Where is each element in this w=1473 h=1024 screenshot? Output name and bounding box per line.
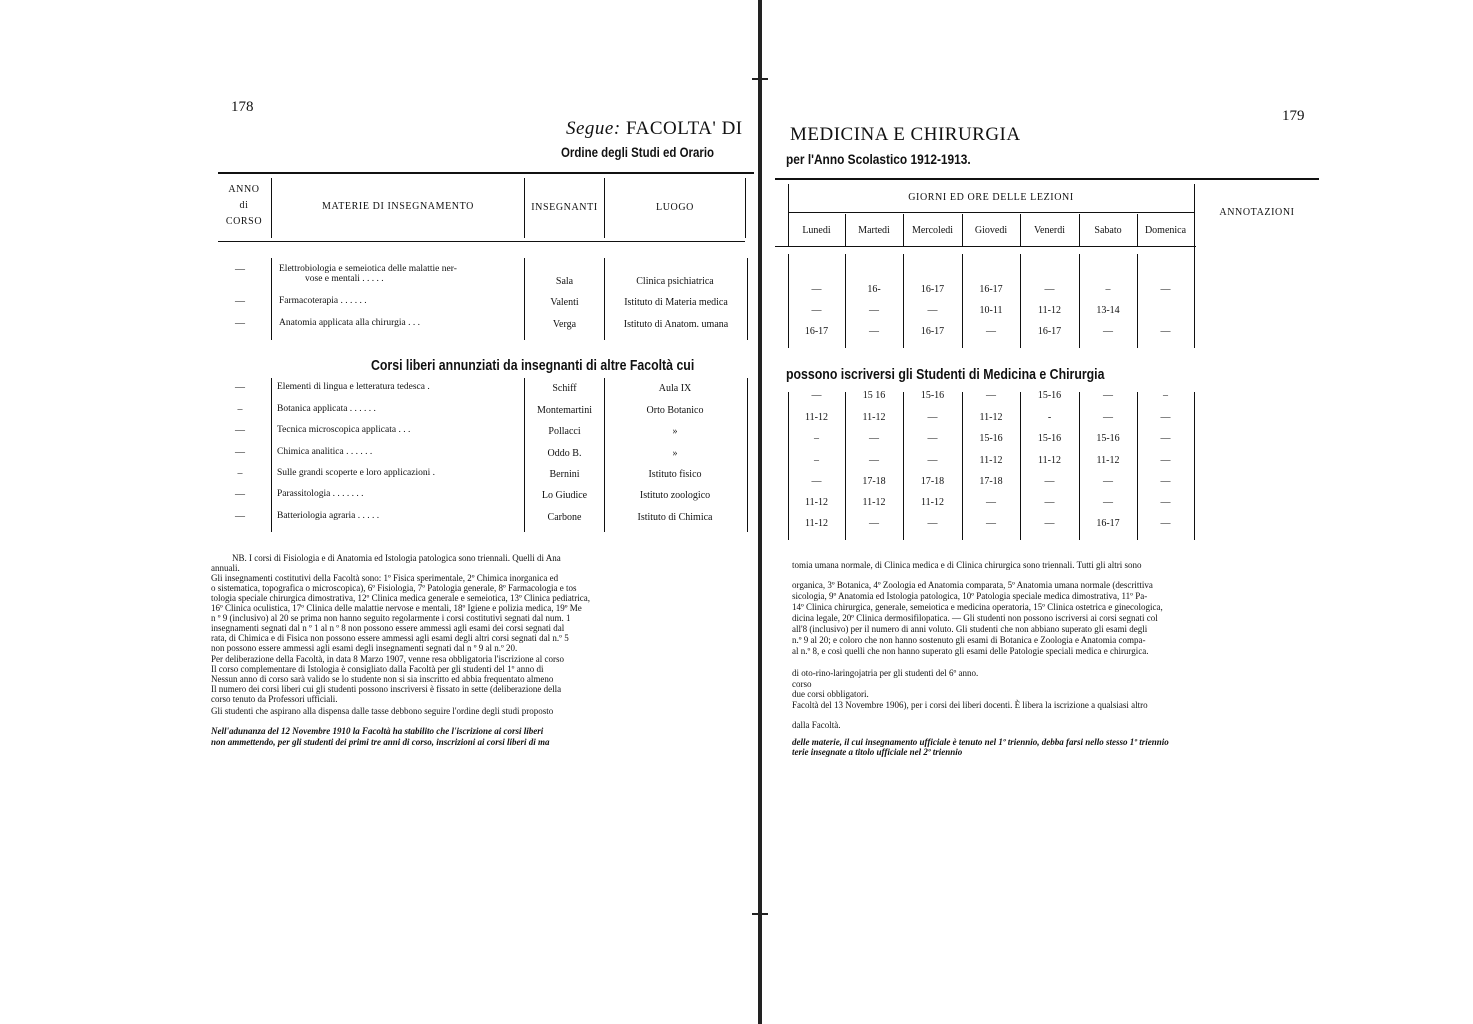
schedule-cell: —	[986, 390, 996, 401]
schedule-cell: —	[986, 497, 996, 508]
schedule-cell: 17-18	[862, 476, 886, 487]
luogo-cell: Clinica psichiatrica	[636, 276, 714, 287]
schedule-cell: —	[1160, 518, 1171, 529]
note-line: tologia speciale chirurgica dimostrativa, 12º Clinica medica generale e semeiotica, 13º Clinica pediatrica,	[211, 593, 591, 603]
insegnante-cell: Bernini	[549, 469, 580, 480]
day-venerdi: Venerdi	[1033, 225, 1066, 236]
luogo-cell: »	[672, 448, 678, 459]
header-di: di	[239, 200, 249, 211]
spine-tick	[752, 78, 768, 80]
col-divider	[271, 258, 272, 340]
page-number-right: 179	[1282, 108, 1305, 124]
header-corso: CORSO	[225, 216, 263, 227]
note-line: 14º Clinica chirurgica, generale, semeiotica e medicina operatoria, 15º Clinica ostetrica e ginecologica,	[792, 602, 1163, 612]
schedule-cell: 11-12	[1038, 305, 1061, 316]
schedule-cell: —	[986, 518, 996, 529]
schedule-cell: —	[1044, 476, 1055, 487]
table-top-rule	[775, 178, 1319, 180]
italic-note: non ammettendo, per gli studenti dei primi tre anni di corso, inscrizioni ai corsi liberi di ma	[211, 737, 550, 747]
note-line: dalla Facoltà.	[792, 720, 841, 730]
note-line: corso	[792, 679, 812, 689]
insegnante-cell: Montemartini	[537, 405, 592, 416]
materia-cell: Parassitologia . . . . . . .	[277, 489, 364, 499]
schedule-cell: 16-17	[804, 326, 829, 337]
schedule-cell: —	[1160, 455, 1171, 466]
schedule-cell: 11-12	[921, 497, 944, 508]
schedule-cell: 15-16	[1096, 433, 1120, 444]
materia-cell: Elementi di lingua e letteratura tedesca .	[277, 382, 430, 392]
insegnante-cell: Oddo B.	[547, 448, 582, 459]
materia-cell: Botanica applicata . . . . . .	[277, 404, 376, 414]
note-line: n º 9 (inclusivo) al 20 se prima non hanno seguito regolarmente i corsi costitutivi segnati dal num. 1	[211, 613, 571, 623]
note-line: tomia umana normale, di Clinica medica e di Clinica chirurgica sono triennali. Tutti gli altri sono	[792, 560, 1142, 570]
schedule-cell: —	[1103, 326, 1113, 337]
schedule-cell: 13-14	[1096, 305, 1120, 316]
note-line: di oto-rino-laringojatria per gli studenti del 6º anno.	[792, 668, 979, 678]
schedule-cell: —	[869, 305, 879, 316]
note-line: o sistematica, topografica o microscopica), 6º Fisiologia, 7º Patologia generale, 8º Farmacologia e tos	[211, 583, 577, 593]
anno-cell: —	[235, 425, 245, 436]
day-martedi: Martedi	[858, 225, 890, 236]
note-line: n.º 9 al 20; e coloro che non hanno sostenuto gli esami di Botanica e Zoologia e Anatomia compa-	[792, 635, 1146, 645]
anno-cell: —	[235, 447, 245, 458]
schedule-cell: 11-12	[979, 455, 1003, 466]
schedule-cell: —	[869, 326, 879, 337]
schedule-cell: –	[1163, 390, 1168, 401]
note-line: organica, 3º Botanica, 4º Zoologia ed Anatomia comparata, 5º Anatomia umana normale (descrittiva	[792, 580, 1153, 590]
materia-cell: Batteriologia agraria . . . . .	[277, 511, 380, 521]
header-insegnanti: INSEGNANTI	[531, 202, 598, 213]
note-line: Gli insegnamenti costitutivi della Facoltà sono: 1º Fisica sperimentale, 2º Chimica inorganica ed	[211, 573, 559, 583]
schedule-cell: 17-18	[979, 476, 1003, 487]
schedule-cell: 15-16	[920, 390, 945, 401]
schedule-cell: –	[814, 433, 819, 444]
anno-cell: –	[237, 404, 243, 415]
schedule-cell: 15-16	[1037, 390, 1062, 401]
schedule-cell: —	[869, 455, 879, 466]
schedule-cell: 11-12	[805, 412, 828, 423]
table-edge	[788, 184, 789, 246]
title-prefix: Segue:	[566, 118, 621, 139]
italic-note: Nell'adunanza del 12 Novembre 1910 la Facoltà ha stabilito che l'iscrizione ai corsi liberi	[211, 726, 544, 736]
schedule-cell: —	[811, 284, 822, 295]
luogo-cell: Istituto zoologico	[639, 490, 711, 501]
col-divider	[271, 178, 272, 238]
schedule-cell: 16-17	[1037, 326, 1062, 337]
schedule-cell: —	[927, 455, 938, 466]
schedule-cell: 11-12	[1096, 455, 1120, 466]
schedule-cell: —	[927, 518, 938, 529]
schedule-cell: 11-12	[862, 412, 886, 423]
anno-cell: —	[235, 511, 245, 522]
schedule-cell: 15-16	[1037, 433, 1062, 444]
col-divider	[745, 178, 746, 238]
note-line: non possono essere ammessi agli esami degli insegnamenti segnati dal n º 9 al n.º 20.	[211, 643, 518, 653]
schedule-cell: —	[811, 476, 822, 487]
anno-cell: —	[235, 489, 245, 500]
section-title-right: possono iscriversi gli Studenti di Medicina e Chirurgia	[786, 367, 1105, 383]
schedule-cell: 10-11	[979, 305, 1003, 316]
schedule-cell: 16-17	[920, 284, 945, 295]
schedule-cell: —	[869, 433, 879, 444]
schedule-cell: 16-17	[1096, 518, 1120, 529]
luogo-cell: Orto Botanico	[646, 405, 704, 416]
schedule-cell: 11-12	[1038, 455, 1061, 466]
note-line: rata, di Chimica e di Fisica non possono essere ammessi agli esami degli altri corsi segnati dal n.º 5	[211, 633, 569, 643]
materia-cell: Elettrobiologia e semeiotica delle malattie ner-	[279, 264, 457, 274]
title-rest: FACOLTA' DI	[625, 118, 743, 139]
schedule-cell: —	[869, 518, 879, 529]
note-line: insegnamenti segnati dal n º 1 al n º 8 non possono essere ammessi agli esami dei corsi segnati dal	[211, 623, 565, 633]
luogo-cell: »	[672, 426, 678, 437]
luogo-cell: Istituto di Anatom. umana	[623, 319, 729, 330]
note-line: Nessun anno di corso sarà valido se lo studente non si sia inscritto ed abbia frequentato almeno	[211, 674, 554, 684]
schedule-cell: 11-12	[805, 497, 828, 508]
schedule-cell: —	[1160, 412, 1171, 423]
page-title-left	[566, 118, 743, 140]
spine-tick	[752, 913, 768, 915]
schedule-cell: —	[1160, 497, 1171, 508]
page-number-left: 178	[231, 99, 254, 115]
header-materie: MATERIE DI INSEGNAMENTO	[322, 201, 474, 212]
col-divider	[604, 178, 605, 238]
note-line: all'8 (inclusivo) per il numero di anni voluto. Gli studenti che non abbiano superato gli esami degli	[792, 624, 1148, 634]
schedule-cell: 11-12	[979, 412, 1003, 423]
note-line: al n.º 8, e così quelli che non hanno superato gli esami delle Patologie speciali medica e chirurgica.	[792, 646, 1149, 656]
schedule-cell: —	[1103, 497, 1113, 508]
day-mercoledi: Mercoledi	[911, 225, 954, 236]
schedule-cell: –	[1105, 284, 1111, 295]
table-header-rule	[218, 241, 745, 242]
section-title-left: Corsi liberi annunziati da insegnanti di altre Facoltà cui	[371, 358, 695, 374]
schedule-cell: —	[927, 412, 938, 423]
luogo-cell: Istituto di Chimica	[637, 512, 713, 523]
italic-note: terie insegnate a titolo ufficiale nel 2º triennio	[792, 747, 963, 757]
annotazioni-header: ANNOTAZIONI	[1219, 207, 1295, 218]
table-top-rule	[218, 172, 754, 174]
page-subtitle-left: Ordine degli Studi ed Orario	[561, 145, 715, 160]
materia-cell: Anatomia applicata alla chirurgia . . .	[279, 318, 420, 328]
anno-cell: —	[235, 382, 245, 393]
note-line: Per deliberazione della Facoltà, in data 8 Marzo 1907, venne resa obbligatoria l'iscrizione al corso	[211, 654, 564, 664]
schedule-cell: –	[814, 455, 819, 466]
materia-cell: Farmacoterapia . . . . . .	[279, 296, 367, 306]
materia-cell: Tecnica microscopica applicata . . .	[277, 425, 411, 435]
giorni-header: GIORNI ED ORE DELLE LEZIONI	[908, 192, 1074, 203]
note-line: 16º Clinica oculistica, 17º Clinica delle malattie nervose e mentali, 18º Igiene e polizia medica, 19º Me	[211, 603, 582, 613]
schedule-cell: -	[1047, 412, 1052, 423]
note-line: corso tenuto da Professori ufficiali.	[211, 694, 338, 704]
italic-note: delle materie, il cui insegnamento ufficiale è tenuto nel 1º triennio, debba farsi nello stesso 1º triennio	[792, 737, 1169, 747]
schedule-cell: —	[1044, 497, 1055, 508]
header-luogo: LUOGO	[656, 202, 694, 213]
page-title-right: MEDICINA E CHIRURGIA	[790, 124, 1021, 145]
luogo-cell: Istituto di Materia medica	[624, 297, 728, 308]
col-divider	[1194, 392, 1195, 540]
luogo-cell: Istituto fisico	[648, 469, 702, 480]
giorni-rule	[788, 212, 1194, 213]
schedule-cell: —	[927, 305, 938, 316]
book-spine	[758, 0, 762, 1024]
note-line: annuali.	[211, 563, 240, 573]
note-line: dicina legale, 20º Clinica dermosifilopatica. — Gli studenti non possono iscriversi ai corsi segnati col	[792, 613, 1158, 623]
anno-cell: —	[235, 318, 245, 329]
schedule-cell: —	[1160, 326, 1171, 337]
col-divider	[604, 378, 605, 532]
schedule-cell: —	[1044, 284, 1055, 295]
schedule-cell: 11-12	[862, 497, 886, 508]
schedule-cell: —	[1044, 518, 1055, 529]
schedule-cell: —	[1103, 476, 1113, 487]
note-line: Il corso complementare di Istologia è consigliato dalla Facoltà per gli studenti del 1º anno di	[211, 664, 544, 674]
note-line: Gli studenti che aspirano alla dispensa dalle tasse debbono seguire l'ordine degli studi proposto	[211, 706, 554, 716]
note-line: due corsi obbligatori.	[792, 689, 869, 699]
schedule-cell: 11-12	[805, 518, 828, 529]
note-line: Il numero dei corsi liberi cui gli studenti possono inscriversi è fissato in sette (deliberazione della	[211, 684, 562, 694]
insegnante-cell: Pollacci	[548, 426, 581, 437]
table-edge	[1194, 184, 1195, 348]
note-line: Facoltà del 13 Novembre 1906), per i corsi dei liberi docenti. È libera la iscrizione a qualsiasi altro	[792, 700, 1148, 710]
col-divider	[747, 258, 748, 340]
materia-cell: Sulle grandi scoperte e loro applicazioni .	[277, 468, 436, 478]
day-sabato: Sabato	[1094, 225, 1122, 236]
insegnante-cell: Lo Giudice	[541, 490, 588, 501]
note-line: NB. I corsi di Fisiologia e di Anatomia ed Istologia patologica sono triennali. Quelli di Ana	[232, 553, 561, 563]
schedule-cell: —	[811, 390, 822, 401]
insegnante-cell: Schiff	[552, 383, 577, 394]
luogo-cell: Aula IX	[658, 383, 692, 394]
schedule-cell: —	[1103, 390, 1113, 401]
col-divider	[271, 378, 272, 532]
day-rule	[775, 246, 1196, 247]
insegnante-cell: Sala	[555, 276, 574, 287]
schedule-cell: 15-16	[979, 433, 1003, 444]
schedule-cell: 16-	[867, 284, 881, 295]
materia-cell: Chimica analitica . . . . . .	[277, 447, 373, 457]
note-line: sicologia, 9º Anatomia ed Istologia patologica, 10º Patologia speciale medica dimostrativa, 11º Pa-	[792, 591, 1148, 601]
schedule-cell: —	[1160, 433, 1171, 444]
schedule-cell: —	[986, 326, 996, 337]
day-giovedi: Giovedi	[974, 225, 1008, 236]
schedule-cell: 16-17	[920, 326, 945, 337]
insegnante-cell: Carbone	[547, 512, 582, 523]
materia-cell-cont: vose e mentali . . . . .	[305, 274, 384, 284]
insegnante-cell: Verga	[552, 319, 577, 330]
schedule-cell: 15 16	[862, 390, 886, 401]
day-domenica: Domenica	[1144, 225, 1187, 236]
page-subtitle-right: per l'Anno Scolastico 1912-1913.	[786, 151, 971, 167]
anno-cell: –	[237, 468, 243, 479]
schedule-cell: 16-17	[979, 284, 1003, 295]
anno-cell: —	[235, 296, 245, 307]
schedule-cell: —	[927, 433, 938, 444]
anno-cell: —	[235, 264, 245, 275]
col-divider	[747, 378, 748, 532]
schedule-cell: 17-18	[920, 476, 945, 487]
schedule-cell: —	[1160, 284, 1171, 295]
insegnante-cell: Valenti	[550, 297, 579, 308]
schedule-cell: —	[1160, 476, 1171, 487]
day-lunedi: Lunedi	[802, 225, 831, 236]
header-anno: ANNO	[228, 184, 260, 195]
schedule-cell: —	[1103, 412, 1113, 423]
col-divider	[604, 258, 605, 340]
schedule-cell: —	[811, 305, 822, 316]
